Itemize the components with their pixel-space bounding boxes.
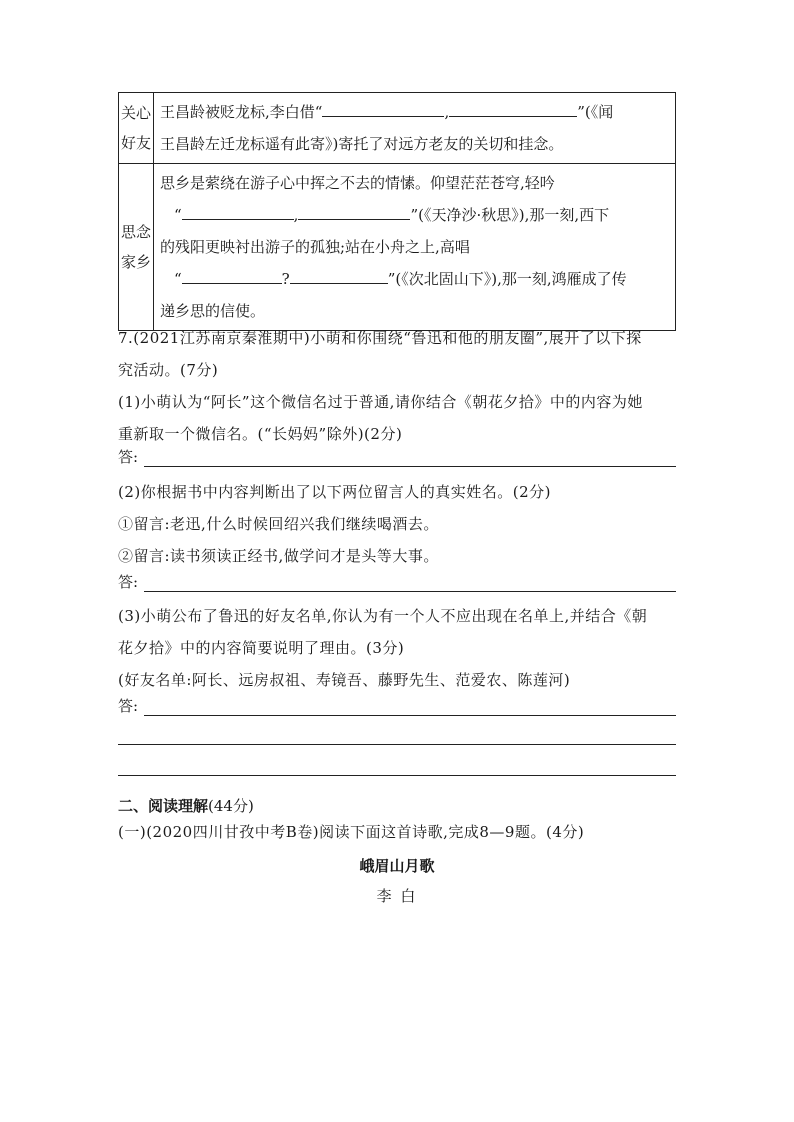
table-row xyxy=(119,93,676,164)
question-7-intro: 7.(2021江苏南京秦淮期中)小萌和你围绕“鲁迅和他的朋友圈”,展开了以下探 究活动。(7分) xyxy=(118,329,642,379)
question-7-part-2: (2)你根据书中内容判断出了以下两位留言人的真实姓名。(2分) ①留言:老迅,什么时候回绍兴我们继续喝酒去。 ②留言:读书须读正经书,做学问才是头等大事。 xyxy=(118,476,678,572)
content-cell xyxy=(154,93,676,164)
answer-line xyxy=(144,466,676,467)
fill-blank[interactable] xyxy=(182,199,294,220)
content-line: 的残阳更映衬出游子的孤独;站在小舟之上,高唱 xyxy=(160,238,470,256)
category-label: 好友 xyxy=(120,134,151,152)
category-label: 关心 xyxy=(120,104,151,122)
answer-field[interactable] xyxy=(118,571,676,595)
fill-blank[interactable] xyxy=(182,263,282,284)
category-cell xyxy=(119,164,154,331)
fill-blank[interactable] xyxy=(290,263,388,284)
answer-label: 答: xyxy=(118,697,139,715)
category-label: 思念 xyxy=(120,223,151,241)
section-heading: 二、阅读理解(44分) xyxy=(118,797,254,815)
content-line: “ , ”(《天净沙·秋思》),那一刻,西下 xyxy=(160,199,675,231)
answer-label: 答: xyxy=(118,448,139,466)
answer-line xyxy=(144,591,676,592)
content-line: “ ? ”(《次北固山下》),那一刻,鸿雁成了传 xyxy=(160,263,675,295)
fill-blank[interactable] xyxy=(298,199,410,220)
question-7-part-3: (3)小萌公布了鲁迅的好友名单,你认为有一个人不应出现在名单上,并结合《朝 花夕拾》中的内容简要说明了理由。(3分) (好友名单:阿长、远房叔祖、寿镜吾、藤野先生、范爱农、陈莲河) xyxy=(118,600,678,696)
fill-blank[interactable] xyxy=(322,96,444,117)
answer-line xyxy=(144,715,676,716)
section-instruction: (一)(2020四川甘孜中考B卷)阅读下面这首诗歌,完成8—9题。(4分) xyxy=(118,823,585,841)
answer-field[interactable] xyxy=(118,446,676,470)
answer-field[interactable] xyxy=(118,695,676,719)
poem-title: 峨眉山月歌 xyxy=(359,857,435,875)
friend-list: (好友名单:阿长、远房叔祖、寿镜吾、藤野先生、范爱农、陈莲河) xyxy=(118,671,571,689)
fill-blank[interactable] xyxy=(449,96,577,117)
content-cell xyxy=(154,164,676,331)
message-1: ①留言:老迅,什么时候回绍兴我们继续喝酒去。 xyxy=(118,515,439,533)
question-7-part-1: (1)小萌认为“阿长”这个微信名过于普通,请你结合《朝花夕拾》中的内容为她 重新取一个微信名。(“长妈妈”除外)(2分) xyxy=(118,393,643,443)
message-2: ②留言:读书须读正经书,做学问才是头等大事。 xyxy=(118,547,439,565)
category-label: 家乡 xyxy=(120,253,151,271)
content-line: 王昌龄左迁龙标遥有此寄》)寄托了对远方老友的关切和挂念。 xyxy=(160,135,564,153)
answer-label: 答: xyxy=(118,573,139,591)
poem-author: 李 白 xyxy=(376,887,418,905)
content-line: 递乡思的信使。 xyxy=(160,302,266,320)
category-cell xyxy=(119,93,154,164)
content-line: 思乡是萦绕在游子心中挥之不去的情愫。仰望茫茫苍穹,轻吟 xyxy=(160,174,555,192)
table-row xyxy=(119,164,676,331)
answer-line[interactable] xyxy=(118,744,676,745)
content-line: 王昌龄被贬龙标,李白借“ , ”(《闻 xyxy=(160,96,675,128)
answer-line[interactable] xyxy=(118,775,676,776)
poetry-fill-table xyxy=(118,92,676,331)
